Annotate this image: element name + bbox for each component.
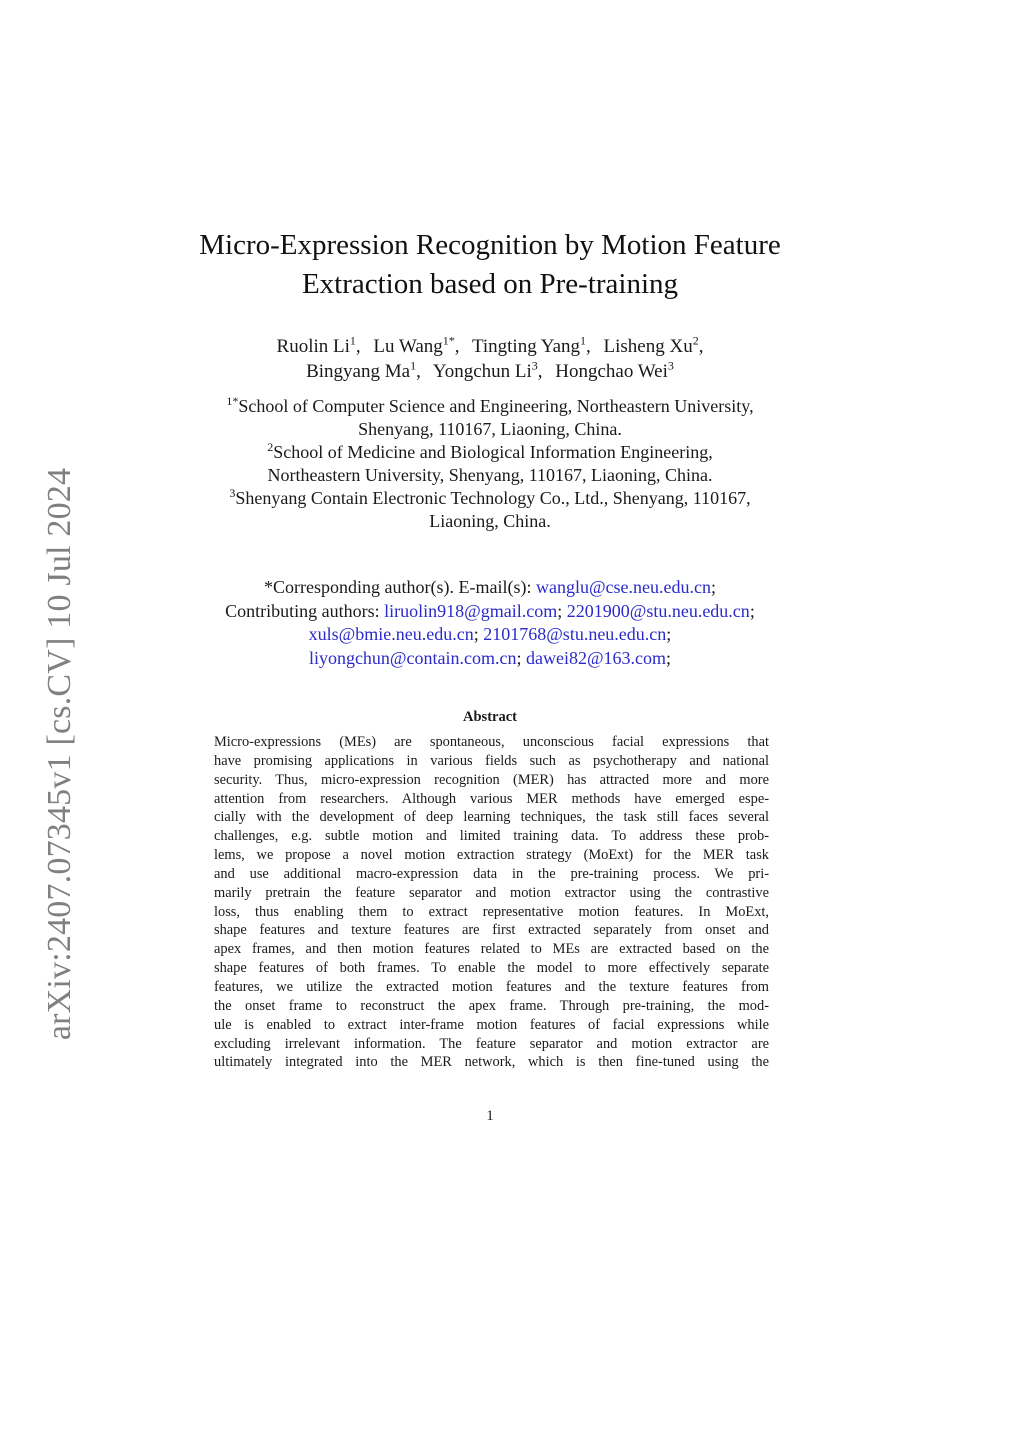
corresponding-label: *Corresponding author(s). E-mail(s):: [264, 577, 536, 597]
author-line-2: Bingyang Ma$^1$, Yongchun Li$^3$, Hongchao Wei$^3$: [306, 358, 674, 382]
abstract-line: challenges, e.g. subtle motion and limited training data. To address these prob-: [214, 828, 769, 845]
author-sup: 1: [410, 358, 417, 373]
abstract-line: apex frames, and then motion features related to MEs are extracted based on the: [214, 941, 769, 958]
affiliation-sup: 2: [267, 440, 274, 454]
title-line-1: Micro-Expression Recognition by Motion Feature: [199, 229, 781, 261]
contributing-label: Contributing authors:: [225, 600, 385, 621]
email-link[interactable]: liyongchun@contain.com.cn: [308, 647, 517, 668]
affiliation-text: Liaoning, China.: [429, 511, 551, 531]
affiliation-list: [150, 395, 830, 533]
page-number: 1: [486, 1108, 494, 1124]
affiliation-text: Shenyang, 110167, Liaoning, China.: [358, 419, 622, 439]
affiliation-2: [150, 441, 830, 487]
abstract-line: security. Thus, micro-expression recognition (MER) has attracted more and more: [214, 771, 769, 788]
abstract-line: marily pretrain the feature separator and motion extractor using the contrastive: [214, 884, 769, 901]
email-link[interactable]: dawei82@163.com: [525, 647, 667, 668]
author-list: [150, 334, 830, 384]
paper-title: [170, 226, 810, 304]
affiliation-text: Shenyang Contain Electronic Technology Co., Ltd., Shenyang, 110167,: [235, 488, 751, 508]
author-name: Yongchun Li: [432, 361, 532, 382]
abstract-line: features, we utilize the extracted motion features and the texture features from: [214, 978, 769, 995]
corresponding-line: *Corresponding author(s). E-mail(s): wanglu@cse.neu.edu.cn;: [264, 577, 716, 597]
author-name: Lisheng Xu: [603, 336, 693, 357]
abstract-line: ultimately integrated into the MER network, which is then fine-tuned using the: [214, 1054, 769, 1071]
email-link[interactable]: xuls@bmie.neu.edu.cn: [308, 624, 474, 644]
abstract-heading: Abstract: [463, 709, 517, 725]
author-line-1: Ruolin Li$^1$, Lu Wang$^{1*}$, Tingting Yang$^1$, Lisheng Xu$^2$,: [276, 333, 704, 357]
affiliation-sup: 1*: [226, 394, 239, 408]
email-link[interactable]: liruolin918@gmail.com: [384, 600, 558, 621]
author-sup: 1: [580, 333, 587, 348]
abstract-line: shape features of both frames. To enable the model to more effectively separate: [214, 960, 769, 977]
arxiv-identifier: arXiv:2407.07345v1 [cs.CV] 10 Jul 2024: [41, 467, 78, 1041]
author-sup: 1*: [442, 333, 455, 348]
email-link[interactable]: wanglu@cse.neu.edu.cn: [535, 577, 711, 597]
author-name: Bingyang Ma: [306, 361, 411, 382]
affiliation-sup: 3: [229, 486, 236, 500]
abstract-line: excluding irrelevant information. The feature separator and motion extractor are: [214, 1035, 769, 1052]
abstract-line: loss, thus enabling them to extract representative motion features. In MoExt,: [214, 903, 769, 920]
author-sup: 2: [692, 333, 699, 348]
abstract-line: ule is enabled to extract inter-frame motion features of facial expressions while: [214, 1016, 769, 1033]
title-line-2: Extraction based on Pre-training: [301, 268, 679, 300]
affiliation-3: [150, 487, 830, 533]
abstract-line: attention from researchers. Although various MER methods have emerged espe-: [214, 790, 769, 807]
email-line: xuls@bmie.neu.edu.cn; 2101768@stu.neu.edu.cn;: [308, 624, 672, 644]
contact-block: [150, 576, 830, 670]
contributing-line: Contributing authors: liruolin918@gmail.com; 2201900@stu.neu.edu.cn;: [225, 600, 755, 621]
affiliation-text: Northeastern University, Shenyang, 110167, Liaoning, China.: [267, 465, 713, 485]
author-sup: 3: [531, 358, 538, 373]
abstract-line: shape features and texture features are first extracted separately from onset and: [214, 922, 769, 939]
abstract-line: have promising applications in various fields such as psychotherapy and national: [214, 752, 769, 769]
author-name: Lu Wang: [373, 336, 443, 357]
author-name: Tingting Yang: [471, 336, 581, 357]
abstract-line: the onset frame to reconstruct the apex frame. Through pre-training, the mod-: [214, 997, 769, 1014]
email-link[interactable]: 2201900@stu.neu.edu.cn: [566, 600, 750, 621]
abstract-line: Micro-expressions (MEs) are spontaneous, unconscious facial expressions that: [214, 734, 769, 750]
abstract-body: [214, 733, 769, 1072]
author-sup: 1: [349, 333, 356, 348]
author-name: Hongchao Wei: [555, 361, 668, 382]
email-line: liyongchun@contain.com.cn; dawei82@163.com;: [308, 647, 672, 668]
author-name: Ruolin Li: [276, 336, 350, 357]
affiliation-text: School of Computer Science and Engineering, Northeastern University,: [238, 396, 754, 416]
email-link[interactable]: 2101768@stu.neu.edu.cn: [483, 624, 667, 644]
affiliation-text: School of Medicine and Biological Information Engineering,: [273, 442, 713, 462]
abstract-line: and use additional macro-expression data in the pre-training process. We pri-: [214, 865, 769, 882]
author-sup: 3: [667, 358, 674, 373]
abstract-line: cially with the development of deep learning techniques, the task still faces several: [214, 809, 769, 826]
affiliation-1: [150, 395, 830, 441]
abstract-line: lems, we propose a novel motion extraction strategy (MoExt) for the MER task: [214, 847, 769, 864]
